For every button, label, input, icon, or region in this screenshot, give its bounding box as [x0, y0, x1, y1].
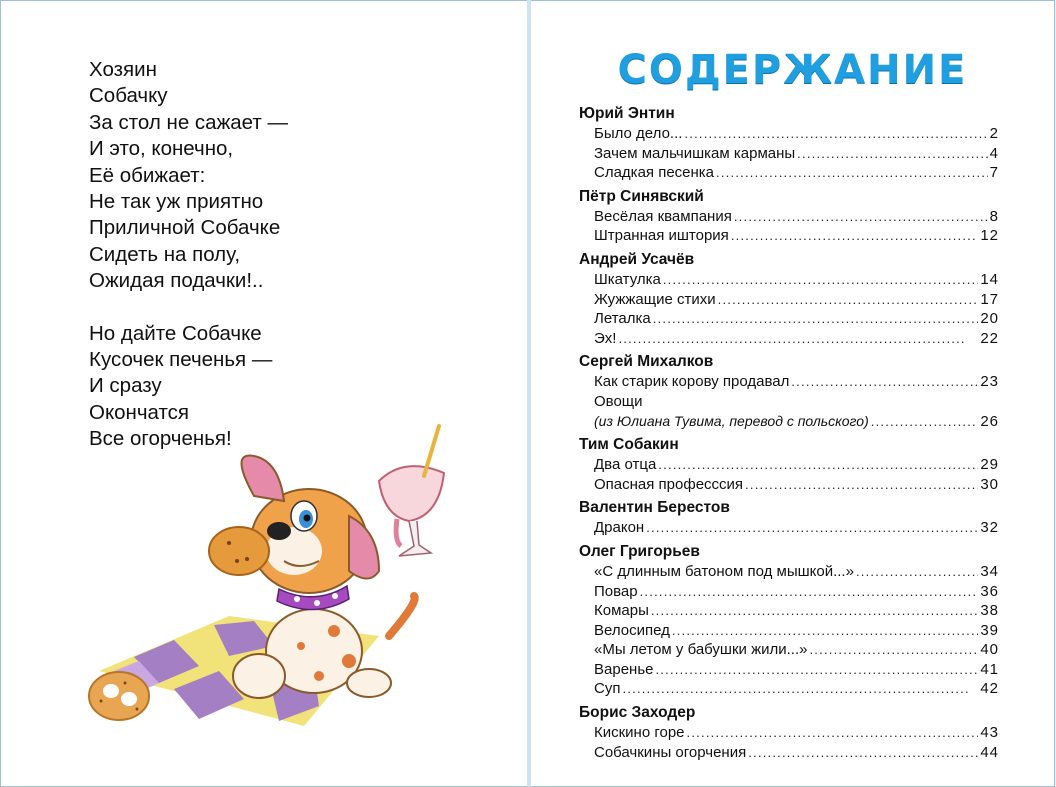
toc-page-number: 32 [980, 519, 999, 537]
toc-page-number: 44 [980, 743, 999, 761]
toc-entry-title: Сладкая песенка [594, 164, 715, 182]
poem-stanza [89, 57, 288, 295]
toc-page-number: 12 [980, 227, 999, 245]
toc-dot-leader [653, 309, 979, 329]
toc-entry[interactable] [594, 309, 999, 329]
toc-page-number: 14 [980, 270, 999, 288]
toc-entry[interactable] [594, 144, 999, 164]
toc-entry[interactable] [594, 562, 999, 582]
toc-entry-title: Шкатулка [594, 270, 661, 288]
toc-page-number: 22 [980, 329, 999, 347]
toc-entry-title: Зачем мальчишкам карманы [594, 144, 796, 162]
toc-entry-title: Жужжащие стихи [594, 290, 716, 308]
toc-page-number: 30 [980, 475, 999, 493]
toc-entry[interactable] [594, 660, 999, 680]
toc-title: СОДЕРЖАНИЕ [617, 47, 968, 93]
toc-entry-title: Леталка [594, 310, 651, 328]
poem-line: Окончатся [89, 400, 190, 424]
toc-page-number: 39 [980, 621, 999, 639]
puppy-illustration [79, 421, 479, 731]
toc-entry-title: Овощи [594, 392, 643, 410]
toc-page-number: 38 [980, 602, 999, 620]
right-page [531, 0, 1055, 787]
toc-dot-leader [718, 290, 979, 310]
toc-author: Андрей Усачёв [579, 250, 695, 268]
toc-dot-leader [734, 207, 988, 227]
toc-dot-leader [622, 679, 978, 699]
table-of-contents [579, 104, 999, 762]
toc-dot-leader [791, 372, 978, 392]
poem-line: Не так уж приятно [89, 190, 264, 214]
toc-entry-title: «Мы летом у бабушки жили...» [594, 641, 808, 659]
toc-author: Сергей Михалков [579, 353, 714, 371]
toc-entry-title: Было дело... [594, 125, 683, 142]
toc-author: Олег Григорьев [579, 542, 700, 560]
toc-entry[interactable] [594, 723, 999, 743]
toc-entry[interactable] [594, 207, 999, 227]
toc-entry-title: Как старик корову продавал [594, 373, 790, 391]
toc-entry[interactable] [594, 679, 999, 699]
toc-page-number: 17 [980, 290, 999, 308]
toc-entry-title: Собачкины огорчения [594, 743, 747, 761]
toc-entry-title: Варенье [594, 660, 654, 678]
toc-dot-leader [687, 723, 979, 743]
toc-author: Валентин Берестов [579, 499, 730, 517]
toc-page-number: 40 [980, 641, 999, 659]
toc-dot-leader [655, 660, 978, 680]
toc-dot-leader [809, 640, 978, 660]
toc-author: Борис Заходер [579, 704, 696, 722]
toc-dot-leader [871, 412, 979, 432]
toc-page-number: 34 [980, 562, 999, 580]
toc-dot-leader [856, 562, 978, 582]
toc-entry-title: Эх! [594, 329, 617, 347]
toc-entry-title: Два отца [594, 456, 657, 474]
toc-entry-title: Штранная иштория [594, 227, 729, 245]
poem-line: Приличной Собачке [89, 216, 281, 240]
toc-entry[interactable] [594, 226, 999, 246]
toc-dot-leader [663, 270, 978, 290]
toc-entry[interactable] [594, 621, 999, 641]
toc-entry[interactable] [594, 743, 999, 763]
toc-entry[interactable] [594, 163, 999, 183]
poem [89, 57, 288, 453]
toc-entry-title: Комары [594, 602, 649, 620]
toc-dot-leader [618, 329, 978, 349]
toc-entry[interactable] [594, 124, 999, 144]
toc-author: Тим Собакин [579, 436, 679, 454]
toc-entry[interactable] [594, 392, 999, 412]
toc-entry[interactable] [594, 601, 999, 621]
poem-line: Сидеть на полу, [89, 242, 241, 266]
toc-entry-title: Опасная професссия [594, 475, 744, 493]
toc-entry[interactable] [594, 640, 999, 660]
toc-dot-leader [651, 601, 978, 621]
poem-line: Её обижает: [89, 163, 206, 187]
toc-page-number: 20 [980, 310, 999, 328]
toc-page-number: 2 [989, 125, 999, 142]
toc-entry[interactable] [594, 455, 999, 475]
poem-line: За стол не сажает — [89, 110, 288, 134]
toc-dot-leader [716, 163, 988, 183]
toc-page-number: 42 [980, 680, 999, 698]
toc-entry[interactable] [594, 412, 999, 432]
poem-line: Но дайте Собачке [89, 321, 262, 345]
pretzel-cookie [89, 672, 149, 720]
toc-dot-leader [646, 518, 978, 538]
toc-entry[interactable] [594, 518, 999, 538]
toc-author: Пётр Синявский [579, 187, 704, 205]
toc-dot-leader [731, 226, 979, 246]
toc-entry[interactable] [594, 475, 999, 495]
toc-page-number: 8 [989, 207, 999, 225]
poem-line: Ожидая подачки!.. [89, 269, 264, 293]
poem-line: Собачку [89, 84, 168, 108]
toc-dot-leader [684, 124, 987, 144]
toc-entry[interactable] [594, 290, 999, 310]
toc-dot-leader [797, 144, 987, 164]
toc-entry-title: Весёлая квампания [594, 207, 732, 225]
poem-line: Хозяин [89, 58, 157, 81]
toc-page-number: 4 [989, 144, 999, 162]
poem-line: И это, конечно, [89, 137, 234, 161]
toc-page-number: 36 [980, 582, 999, 600]
toc-page-number: 29 [980, 456, 999, 474]
poem-line: И сразу [89, 374, 162, 398]
dessert-glass [379, 426, 444, 556]
toc-entry-title: Велосипед [594, 621, 670, 639]
poem-line: Кусочек печенья — [89, 348, 273, 372]
poem-line: Все огорченья! [89, 427, 232, 451]
toc-dot-leader [640, 582, 979, 602]
toc-page-number: 7 [989, 164, 999, 182]
toc-entry-title: Кискино горе [594, 724, 685, 742]
toc-author: Юрий Энтин [579, 105, 675, 122]
toc-entry-title: (из Юлиана Тувима, перевод с польского) [594, 412, 869, 429]
toc-entry-title: Суп [594, 680, 621, 698]
toc-dot-leader [672, 621, 978, 641]
toc-entry-title: Дракон [594, 519, 645, 537]
toc-entry[interactable] [594, 372, 999, 392]
toc-dot-leader [658, 455, 978, 475]
toc-entry-title: «С длинным батоном под мышкой...» [594, 562, 854, 580]
toc-entry-title: Повар [594, 582, 638, 600]
toc-page-number: 26 [980, 412, 999, 430]
toc-page-number: 23 [980, 373, 999, 391]
toc-entry[interactable] [594, 582, 999, 602]
toc-entry[interactable] [594, 270, 999, 290]
toc-entry[interactable] [594, 329, 999, 349]
toc-dot-leader [745, 475, 978, 495]
toc-dot-leader [748, 743, 978, 763]
toc-page-number: 43 [980, 724, 999, 742]
toc-page-number: 41 [980, 660, 999, 678]
